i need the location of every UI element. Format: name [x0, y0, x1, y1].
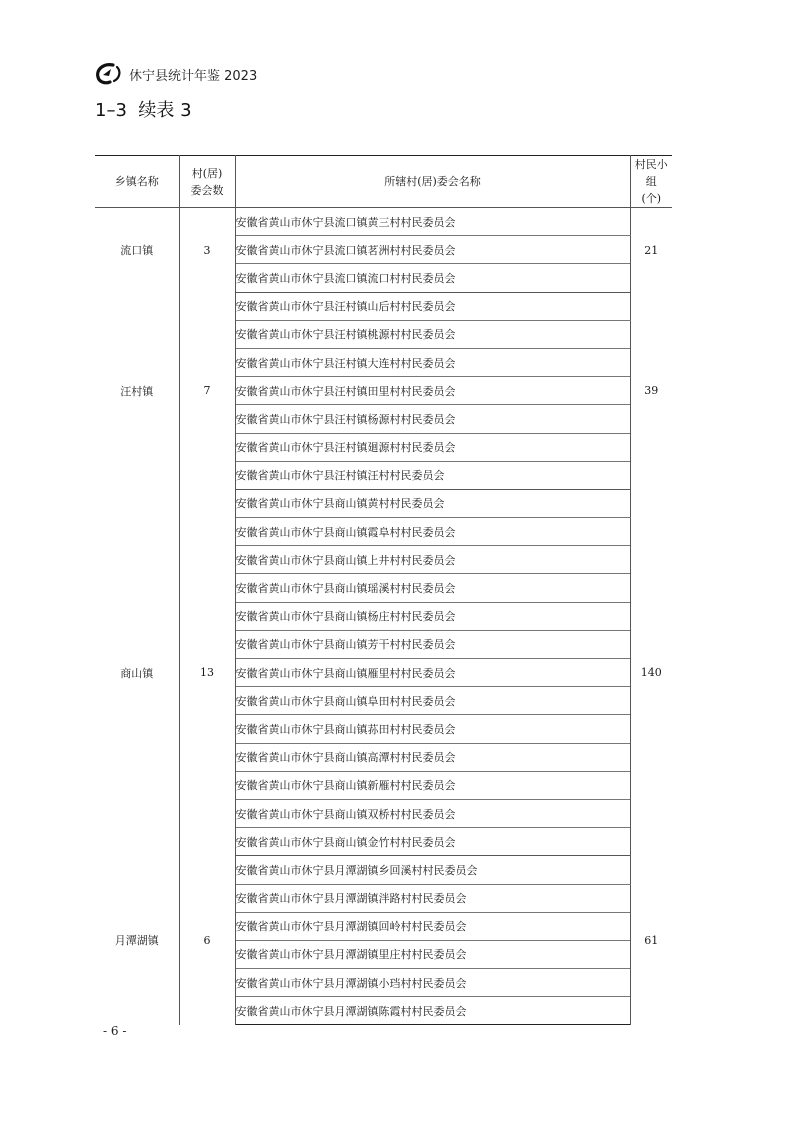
committee-name-cell: 安徽省黄山市休宁县汪村镇桃源村村民委员会	[235, 320, 630, 348]
committee-name-cell: 安徽省黄山市休宁县商山镇双桥村村民委员会	[235, 799, 630, 827]
town-name-cell: 汪村镇	[95, 292, 179, 489]
col-header-groups	[630, 156, 672, 208]
col-header-groups-line1: 村民小组	[634, 158, 668, 188]
committee-count-cell: 13	[179, 489, 235, 855]
committee-name-cell: 安徽省黄山市休宁县商山镇荪田村村民委员会	[235, 715, 630, 743]
committee-name-cell: 安徽省黄山市休宁县流口镇茗洲村村民委员会	[235, 236, 630, 264]
town-name-cell: 流口镇	[95, 208, 179, 293]
committee-count-cell: 6	[179, 856, 235, 1025]
col-header-committees: 所辖村(居)委会名称	[235, 156, 630, 208]
village-committee-table	[95, 155, 672, 1025]
village-groups-cell: 61	[630, 856, 672, 1025]
committee-name-cell: 安徽省黄山市休宁县商山镇阜田村村民委员会	[235, 687, 630, 715]
committee-name-cell: 安徽省黄山市休宁县流口镇黄三村村民委员会	[235, 208, 630, 236]
col-header-groups-line2: (个)	[641, 192, 662, 205]
committee-name-cell: 安徽省黄山市休宁县汪村镇杨源村村民委员会	[235, 405, 630, 433]
committee-name-cell: 安徽省黄山市休宁县商山镇霞阜村村民委员会	[235, 518, 630, 546]
committee-name-cell: 安徽省黄山市休宁县汪村镇山后村村民委员会	[235, 292, 630, 320]
table-row	[95, 292, 672, 320]
committee-name-cell: 安徽省黄山市休宁县商山镇金竹村村民委员会	[235, 828, 630, 856]
town-name-cell: 商山镇	[95, 489, 179, 855]
committee-name-cell: 安徽省黄山市休宁县月潭湖镇回岭村村民委员会	[235, 912, 630, 940]
committee-name-cell: 安徽省黄山市休宁县月潭湖镇陈霞村村民委员会	[235, 997, 630, 1025]
table-row	[95, 489, 672, 517]
yearbook-logo-icon	[95, 62, 123, 86]
col-header-committee-count	[179, 156, 235, 208]
table-body	[95, 208, 672, 1025]
committee-name-cell: 安徽省黄山市休宁县商山镇上井村村民委员会	[235, 546, 630, 574]
committee-name-cell: 安徽省黄山市休宁县月潭湖镇里庄村村民委员会	[235, 940, 630, 968]
committee-name-cell: 安徽省黄山市休宁县汪村镇廻源村村民委员会	[235, 433, 630, 461]
committee-name-cell: 安徽省黄山市休宁县流口镇流口村村民委员会	[235, 264, 630, 292]
table-title: 1–3 续表 3	[95, 100, 192, 121]
committee-name-cell: 安徽省黄山市休宁县汪村镇大连村村民委员会	[235, 348, 630, 376]
table-row	[95, 208, 672, 236]
committee-name-cell: 安徽省黄山市休宁县商山镇新雁村村民委员会	[235, 771, 630, 799]
committee-name-cell: 安徽省黄山市休宁县商山镇雁里村村民委员会	[235, 659, 630, 687]
page-number: - 6 -	[103, 1024, 127, 1038]
table-row	[95, 856, 672, 884]
committee-name-cell: 安徽省黄山市休宁县月潭湖镇泮路村村民委员会	[235, 884, 630, 912]
village-groups-cell: 140	[630, 489, 672, 855]
page-header	[95, 62, 257, 86]
committee-name-cell: 安徽省黄山市休宁县月潭湖镇乡回溪村村民委员会	[235, 856, 630, 884]
col-header-town: 乡镇名称	[95, 156, 179, 208]
committee-name-cell: 安徽省黄山市休宁县商山镇黄村村民委员会	[235, 489, 630, 517]
committee-name-cell: 安徽省黄山市休宁县商山镇瑶溪村村民委员会	[235, 574, 630, 602]
table-header-row	[95, 156, 672, 208]
yearbook-title: 休宁县统计年鉴 2023	[129, 68, 258, 84]
committee-count-cell: 3	[179, 208, 235, 293]
village-groups-cell: 21	[630, 208, 672, 293]
committee-name-cell: 安徽省黄山市休宁县商山镇杨庄村村民委员会	[235, 602, 630, 630]
committee-name-cell: 安徽省黄山市休宁县汪村镇田里村村民委员会	[235, 377, 630, 405]
col-header-committee-count-line1: 村(居)	[191, 166, 223, 180]
town-name-cell: 月潭湖镇	[95, 856, 179, 1025]
committee-count-cell: 7	[179, 292, 235, 489]
committee-name-cell: 安徽省黄山市休宁县商山镇芳干村村民委员会	[235, 630, 630, 658]
col-header-committee-count-line2: 委会数	[190, 183, 224, 197]
committee-name-cell: 安徽省黄山市休宁县商山镇高潭村村民委员会	[235, 743, 630, 771]
committee-name-cell: 安徽省黄山市休宁县月潭湖镇小珰村村民委员会	[235, 969, 630, 997]
committee-name-cell: 安徽省黄山市休宁县汪村镇汪村村民委员会	[235, 461, 630, 489]
village-groups-cell: 39	[630, 292, 672, 489]
